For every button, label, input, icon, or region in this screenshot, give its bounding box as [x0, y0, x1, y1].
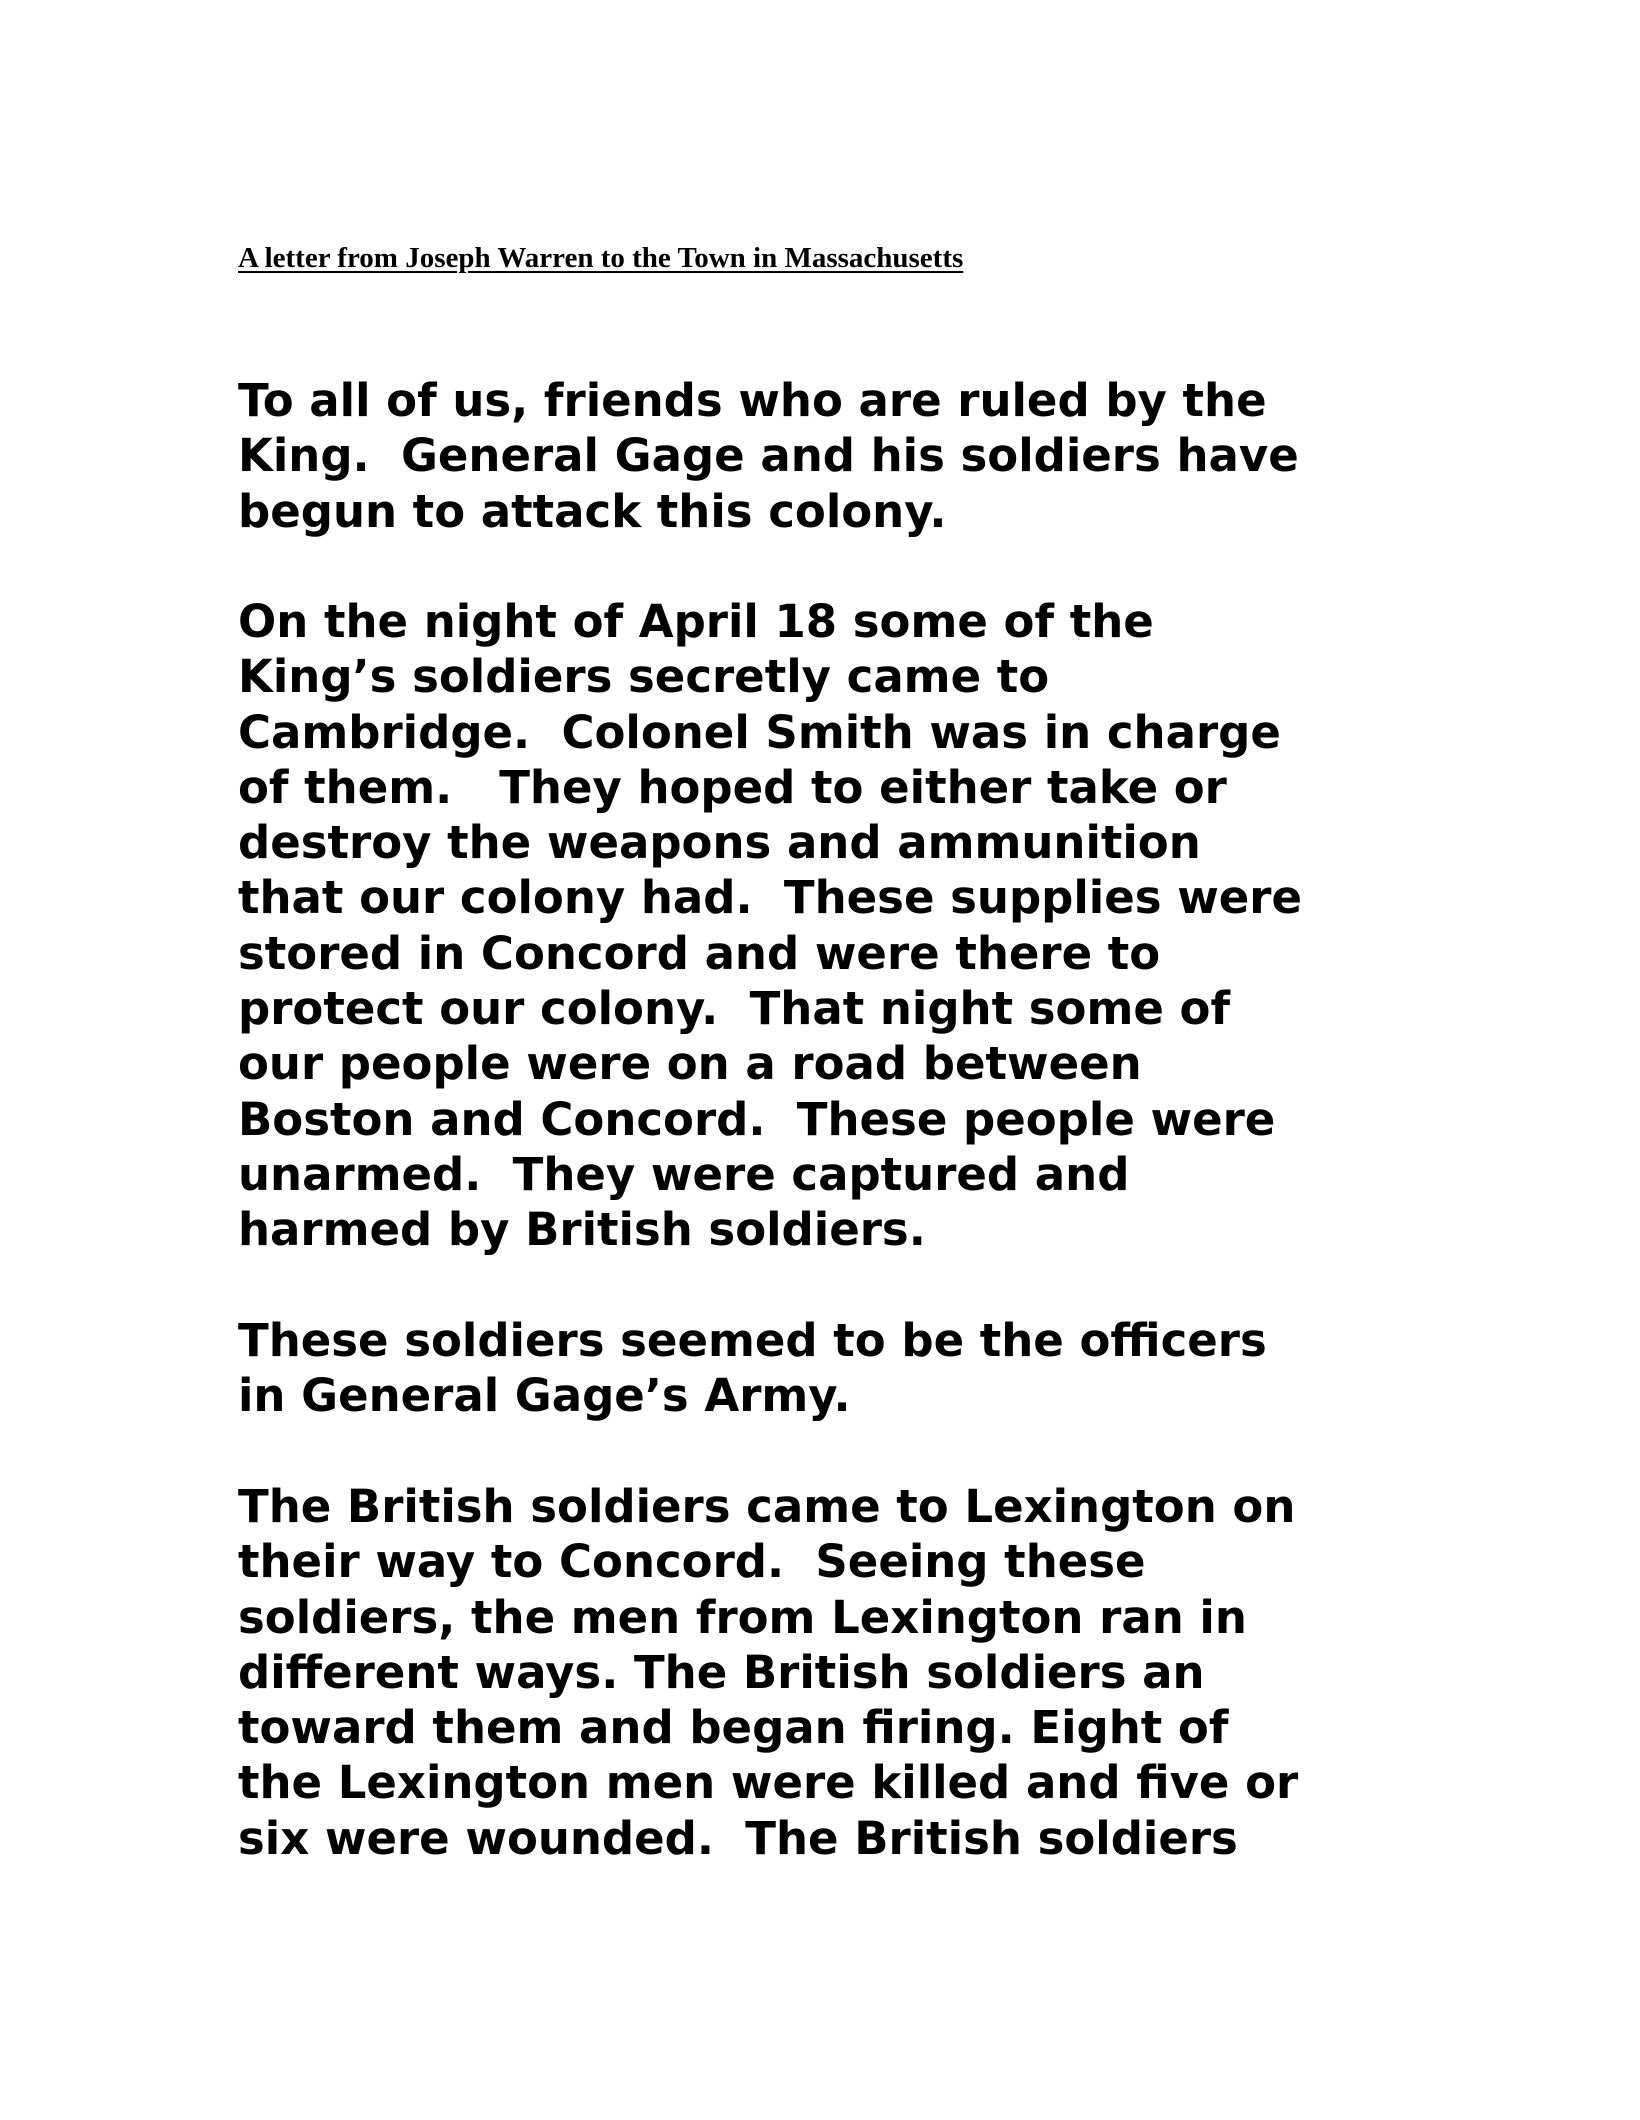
text-line: soldiers, the men from Lexington ran in: [238, 1590, 1247, 1644]
text-line: destroy the weapons and ammunition: [238, 816, 1201, 870]
document-title: A letter from Joseph Warren to the Town in Massachusetts: [238, 242, 964, 274]
text-line: toward them and began firing. Eight of: [238, 1701, 1229, 1755]
paragraph-3: [238, 1313, 1398, 1424]
paragraph-1: [238, 373, 1398, 539]
text-line: stored in Concord and were there to: [238, 926, 1161, 980]
text-line: their way to Concord. Seeing these: [238, 1535, 1146, 1589]
text-line: Cambridge. Colonel Smith was in charge: [238, 705, 1281, 759]
text-line: King’s soldiers secretly came to: [238, 650, 1050, 704]
text-line: protect our colony. That night some of: [238, 982, 1231, 1036]
text-line: harmed by British soldiers.: [238, 1203, 926, 1257]
text-line: To all of us, friends who are ruled by the: [238, 374, 1267, 427]
text-line: six were wounded. The British soldiers: [238, 1811, 1238, 1865]
text-line: our people were on a road between: [238, 1037, 1142, 1091]
text-line: that our colony had. These supplies were: [238, 871, 1303, 925]
text-line: in General Gage’s Army.: [238, 1369, 851, 1423]
text-line: These soldiers seemed to be the officers: [238, 1314, 1267, 1367]
text-line: Boston and Concord. These people were: [238, 1092, 1276, 1146]
text-line: different ways. The British soldiers an: [238, 1645, 1205, 1699]
text-line: the Lexington men were killed and five or: [238, 1756, 1299, 1810]
paragraph-4: [238, 1479, 1398, 1866]
text-line: of them. They hoped to either take or: [238, 760, 1227, 814]
text-line: King. General Gage and his soldiers have: [238, 429, 1299, 483]
text-line: The British soldiers came to Lexington on: [238, 1480, 1296, 1533]
text-line: On the night of April 18 some of the: [238, 595, 1154, 648]
text-line: begun to attack this colony.: [238, 484, 947, 538]
paragraph-2: [238, 594, 1398, 1258]
text-line: unarmed. They were captured and: [238, 1147, 1130, 1201]
